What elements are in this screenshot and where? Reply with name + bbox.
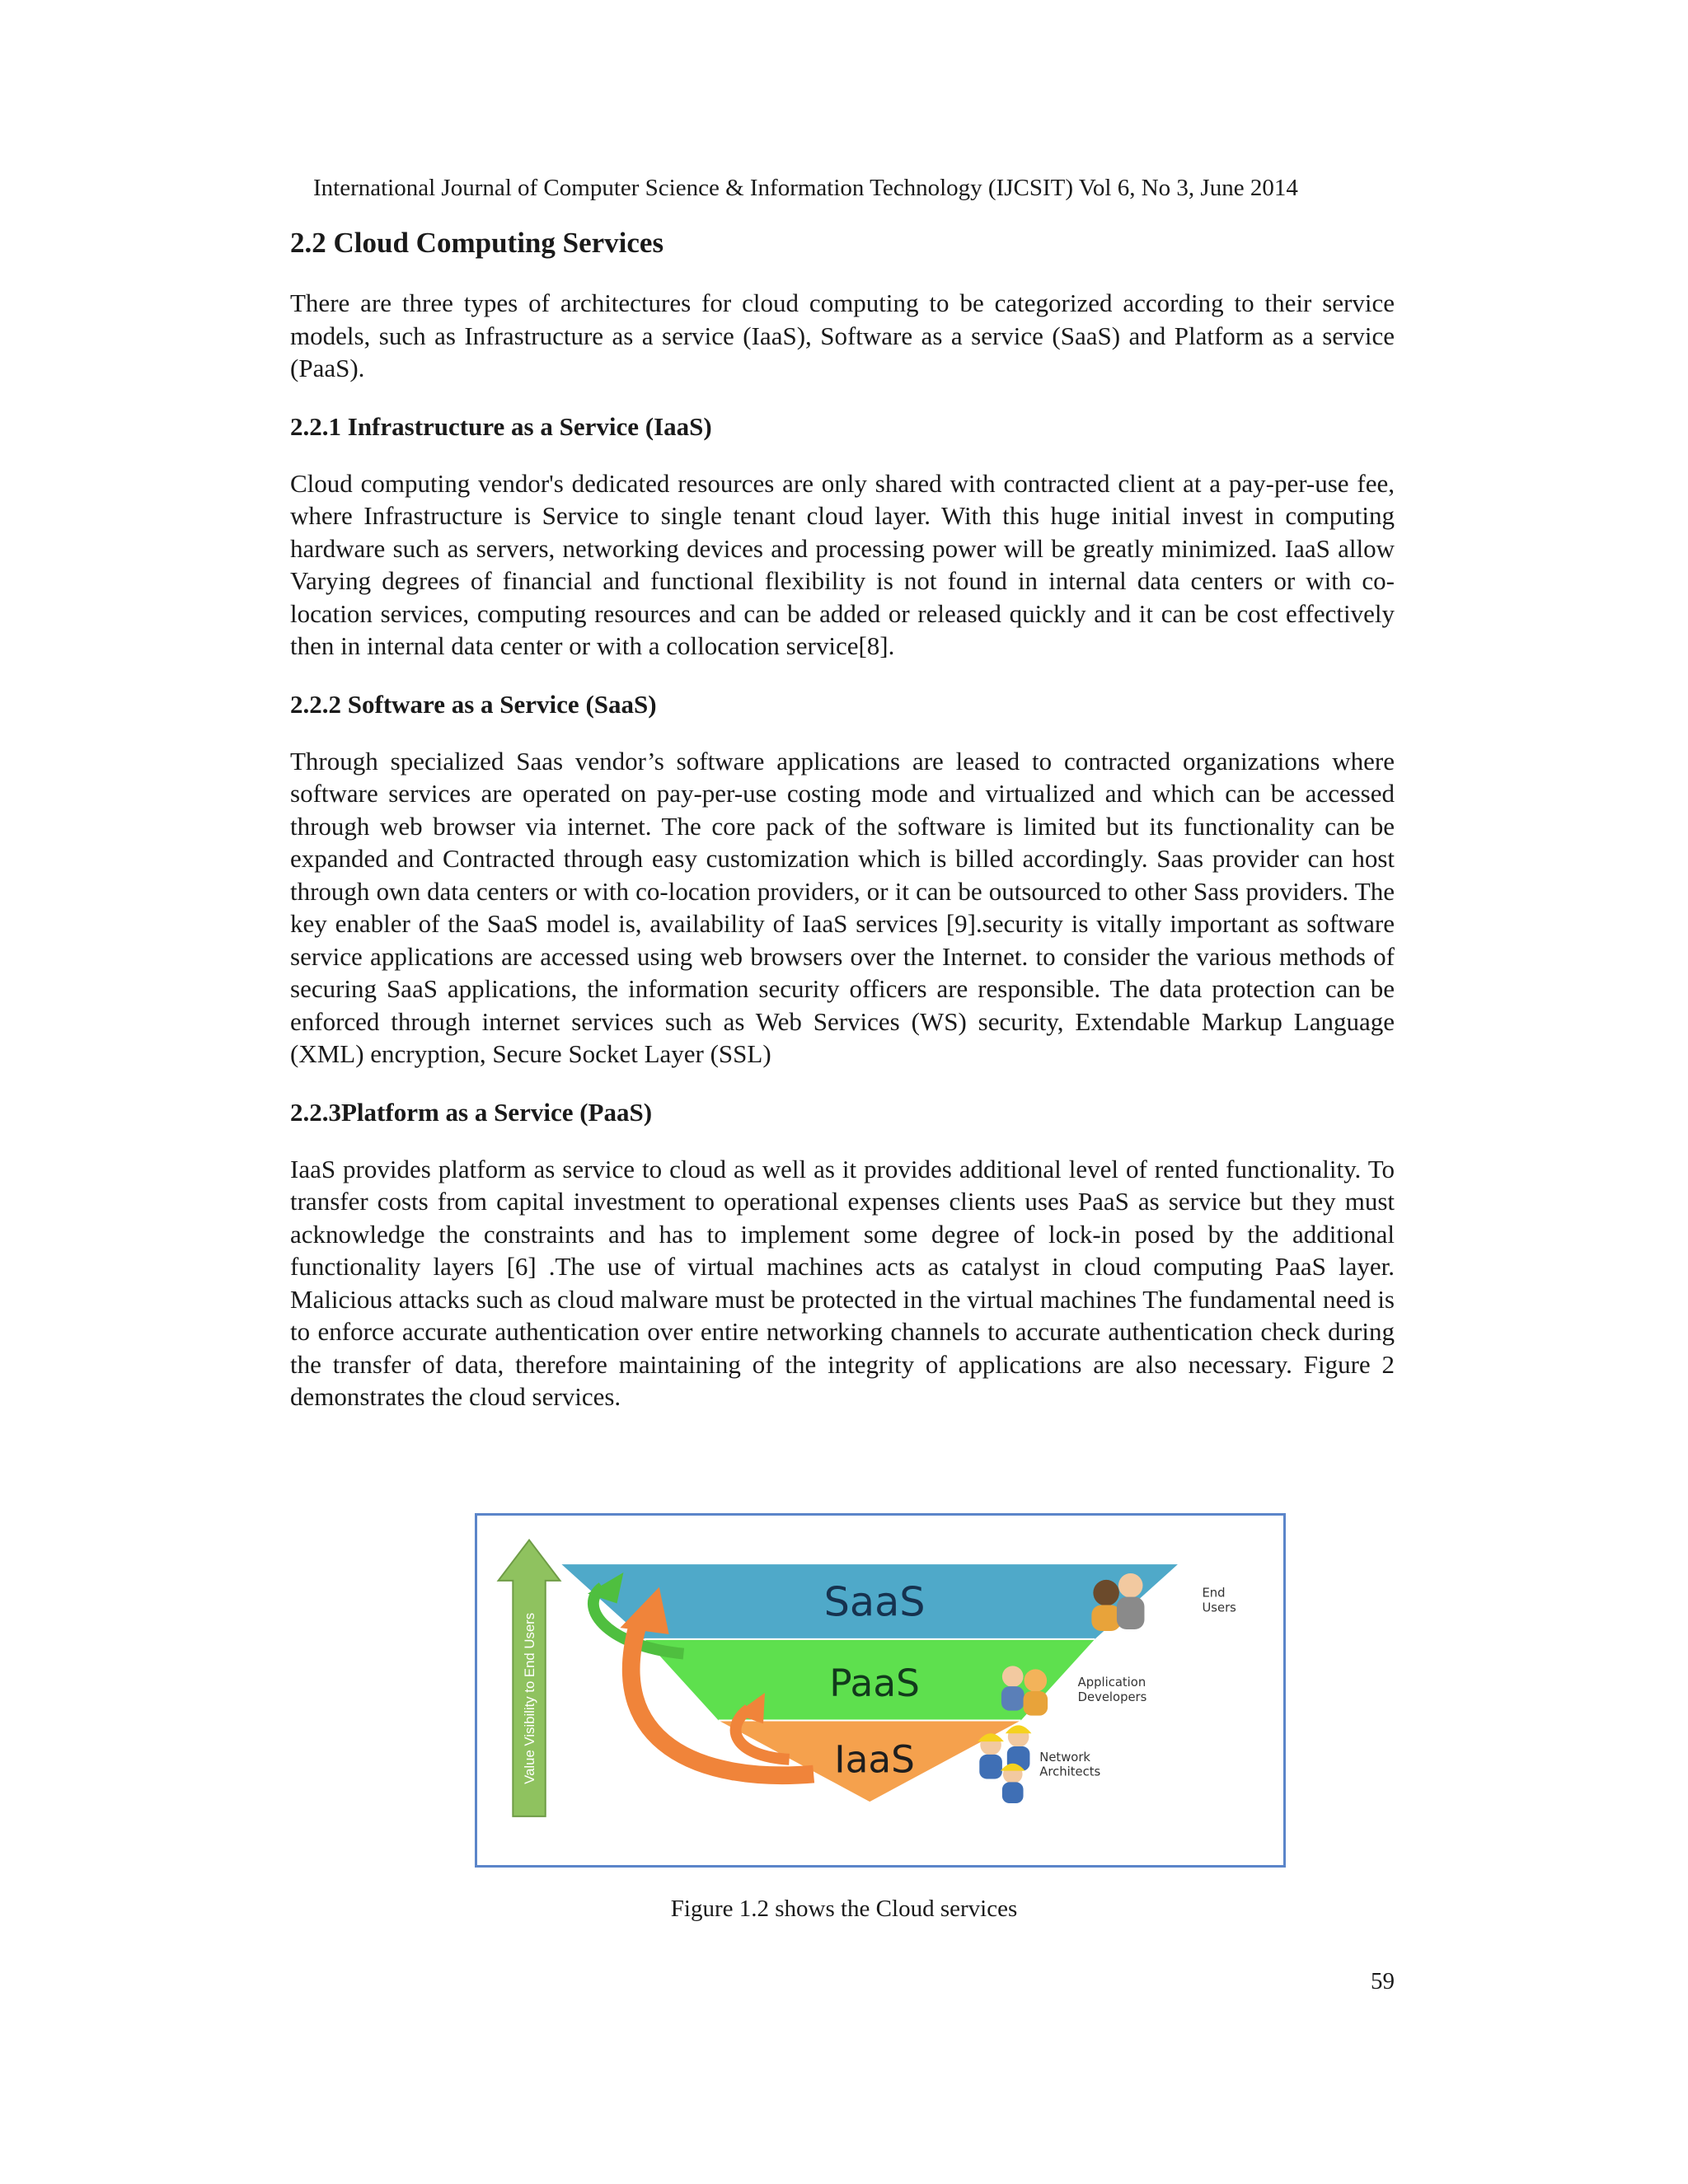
running-header: International Journal of Computer Science & Information Technology (IJCSIT) Vol 6, No 3, June 2014 xyxy=(313,175,1298,201)
role-end-users-line2: Users xyxy=(1202,1601,1236,1615)
paas-label: PaaS xyxy=(829,1661,920,1705)
cloud-services-diagram xyxy=(477,1516,1283,1865)
role-end-users-line1: End xyxy=(1202,1586,1226,1601)
role-app-developers-line2: Developers xyxy=(1077,1690,1147,1704)
saas-label: SaaS xyxy=(823,1577,926,1626)
axis-label: Value Visibility to End Users xyxy=(521,1612,537,1784)
cloud-services-figure xyxy=(475,1513,1286,1868)
page-number: 59 xyxy=(1371,1968,1395,1994)
subsection-title-paas: 2.2.3Platform as a Service (PaaS) xyxy=(290,1097,653,1127)
role-network-architects-line2: Architects xyxy=(1039,1765,1101,1779)
iaas-label: IaaS xyxy=(834,1737,915,1782)
subsection-body-saas: Through specialized Saas vendor’s software applications are leased to contracted organizations where software services are operated on pay-per-use costing mode and virtualized and which can be accessed through web browser via internet. The core pack of the software is limited but its functionality can be expanded and Contracted through easy customization which is billed accordingly. Saas provider can host through own data centers or with co-location providers, or it can be outsourced to other Sass providers. The key enabler of the SaaS model is, availability of IaaS services [9].security is vitally important as software service applications are accessed using web browsers over the Internet. to consider the various methods of securing SaaS applications, the information security officers are responsible. The data protection can be enforced through internet services such as Web Services (WS) security, Extendable Markup Language (XML) encryption, Secure Socket Layer (SSL) xyxy=(290,746,1395,1068)
network-architects-icon xyxy=(978,1725,1031,1803)
role-network-architects-line1: Network xyxy=(1039,1750,1090,1765)
subsection-body-iaas: Cloud computing vendor's dedicated resources are only shared with contracted client at a pay-per-use fee, where Infrastructure is Service to single tenant cloud layer. With this huge initial invest in computing hardware such as servers, networking devices and processing power will be greatly minimized. IaaS allow Varying degrees of financial and functional flexibility is not found in internal data centers or with co-location services, computing resources and can be added or released quickly and it can be cost effectively then in internal data center or with a collocation service[8]. xyxy=(290,468,1395,660)
subsection-title-iaas: 2.2.1 Infrastructure as a Service (IaaS) xyxy=(290,411,712,441)
figure-caption: Figure 1.2 shows the Cloud services xyxy=(670,1896,1018,1922)
subsection-title-saas: 2.2.2 Software as a Service (SaaS) xyxy=(290,689,657,719)
section-intro: There are three types of architectures for cloud computing to be categorized according to their service models, such as Infrastructure as a service (IaaS), Software as a service (SaaS) and Platform as a service (PaaS). xyxy=(290,288,1395,382)
section-title: 2.2 Cloud Computing Services xyxy=(290,227,664,259)
subsection-body-paas: IaaS provides platform as service to cloud as well as it provides additional level of rented functionality. To transfer costs from capital investment to operational expenses clients uses PaaS as service but they must acknowledge the constraints and has to implement some degree of lock-in posed by the additional functionality layers [6] .The use of virtual machines acts as catalyst in cloud computing PaaS layer. Malicious attacks such as cloud malware must be protected in the virtual machines The fundamental need is to enforce accurate authentication over entire networking channels to accurate authentication check during the transfer of data, therefore maintaining of the integrity of applications are also necessary. Figure 2 demonstrates the cloud services. xyxy=(290,1154,1395,1411)
role-app-developers-line1: Application xyxy=(1077,1675,1146,1690)
main-content xyxy=(290,224,1395,1413)
